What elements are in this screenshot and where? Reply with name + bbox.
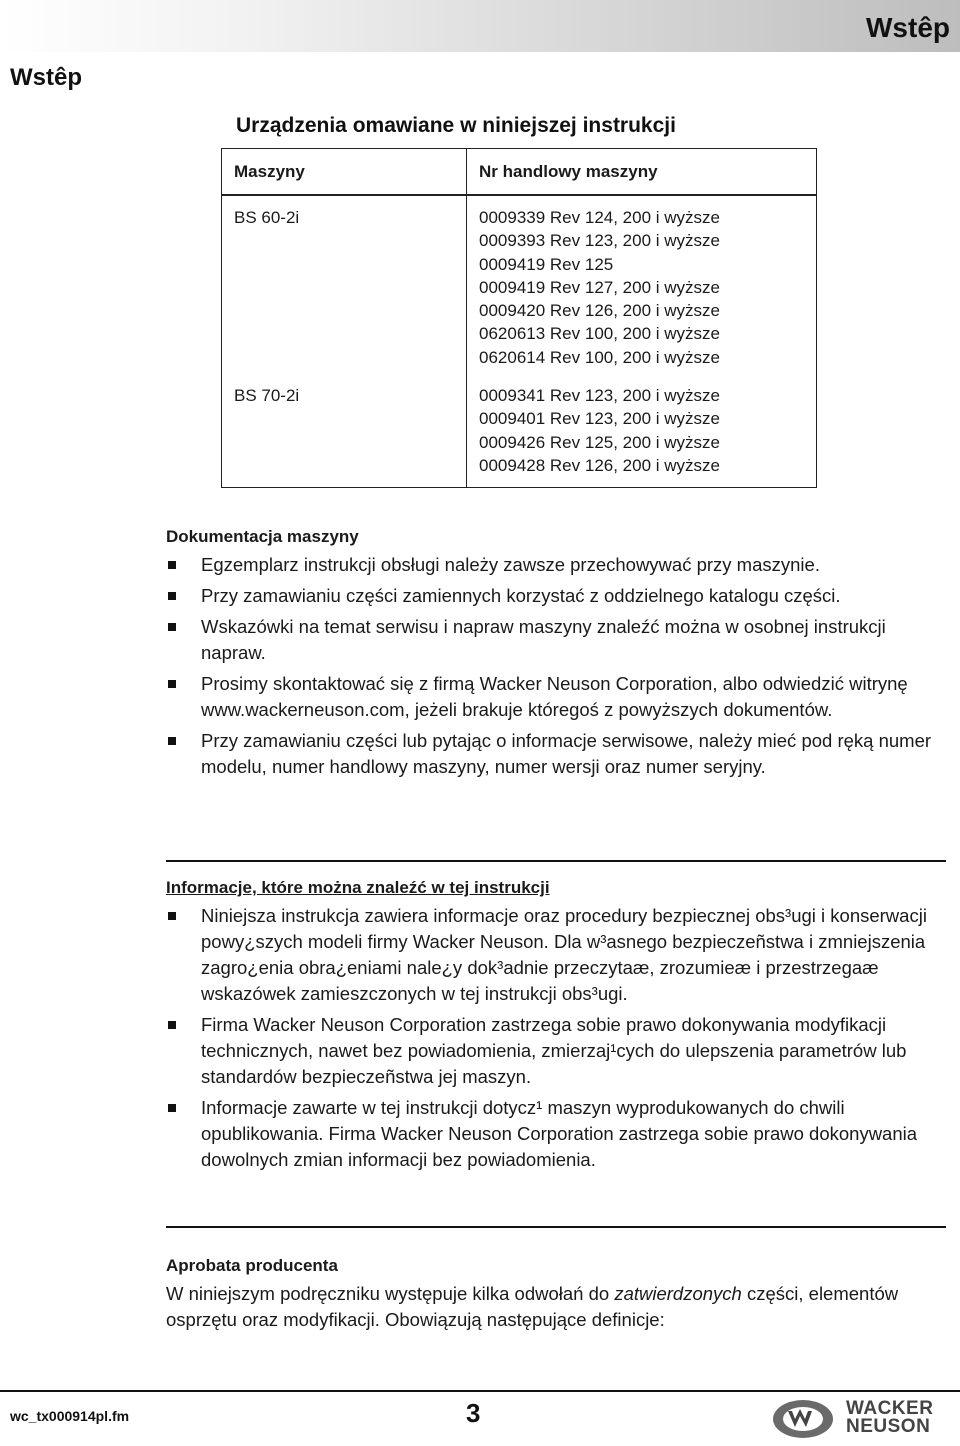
list-item [166, 671, 946, 723]
list-item [166, 583, 946, 609]
list-item [166, 552, 946, 578]
bullet-square-icon [168, 561, 176, 569]
list-item [166, 903, 946, 1007]
info-list [166, 903, 946, 1173]
list-item-text: Wskazówki na temat serwisu i napraw maszyny znaleźć można w osobnej instrukcji napraw. [201, 616, 886, 663]
list-item-text: Egzemplarz instrukcji obsługi należy zawsze przechowywać przy maszynie. [201, 554, 820, 575]
approval-heading: Aprobata producenta [166, 1256, 338, 1275]
list-item-text: Niniejsza instrukcja zawiera informacje oraz procedury bezpiecznej obs³ugi i konserwacji powy¿szych modeli firmy Wacker Neuson. Dla w³asnego bezpieczeñstwa i zmniejszenia zagro¿enia obra¿eniami nale¿y dok³adnie przeczytaæ, zrozumieæ i przestrzegaæ wskazówek zamieszczonych w tej instrukcji obs³ugi. [201, 905, 927, 1004]
section-divider [166, 1226, 946, 1228]
wacker-neuson-logo [770, 1396, 950, 1440]
bullet-square-icon [168, 623, 176, 631]
revision-line: 0009428 Rev 126, 200 i wyższe [479, 455, 720, 475]
logo-word-neuson: NEUSON [846, 1416, 931, 1437]
page-subtitle: Urządzenia omawiane w niniejszej instrukcji [236, 114, 676, 137]
revision-list [467, 195, 817, 371]
table-row [222, 371, 817, 488]
machine-name: BS 70-2i [222, 371, 467, 488]
header-band [0, 0, 960, 52]
approval-text-start: W niniejszym podręczniku występuje kilka odwołań do [166, 1283, 615, 1304]
list-item [166, 728, 946, 780]
bullet-square-icon [168, 1021, 176, 1029]
machines-table [221, 148, 817, 488]
approval-section [166, 1255, 946, 1333]
revision-line: 0620613 Rev 100, 200 i wyższe [479, 324, 720, 344]
table-header-row [222, 149, 817, 196]
revision-list [467, 371, 817, 488]
approval-paragraph [166, 1281, 946, 1333]
column-header-machines: Maszyny [222, 149, 467, 196]
section-title: Wstêp [10, 64, 82, 91]
bullet-square-icon [168, 912, 176, 920]
approval-text-end: części, elementów osprzętu oraz modyfikacji. Obowiązują następujące definicje: [166, 1283, 899, 1330]
documentation-list [166, 552, 946, 780]
revision-line: 0009426 Rev 125, 200 i wyższe [479, 432, 720, 452]
info-heading: Informacje, które można znaleźć w tej instrukcji [166, 878, 550, 897]
revision-line: 0009420 Rev 126, 200 i wyższe [479, 301, 720, 321]
column-header-item-number: Nr handlowy maszyny [467, 149, 817, 196]
revision-line: 0009339 Rev 124, 200 i wyższe [479, 208, 720, 227]
list-item-text: Przy zamawianiu części zamiennych korzystać z oddzielnego katalogu części. [201, 585, 841, 606]
footer-filename: wc_tx000914pl.fm [10, 1408, 130, 1424]
list-item-text: Przy zamawianiu części lub pytając o informacje serwisowe, należy mieć pod ręką numer modelu, numer handlowy maszyny, numer wersji oraz numer seryjny. [201, 730, 932, 777]
bullet-square-icon [168, 592, 176, 600]
footer-divider [0, 1390, 960, 1392]
page-number: 3 [466, 1398, 481, 1428]
documentation-heading: Dokumentacja maszyny [166, 527, 359, 546]
info-section [166, 877, 946, 1178]
revision-line: 0009341 Rev 123, 200 i wyższe [479, 386, 720, 406]
revision-line: 0009393 Rev 123, 200 i wyższe [479, 231, 720, 251]
machine-name: BS 60-2i [222, 195, 467, 371]
logo-word-wacker: WACKER [846, 1398, 934, 1419]
revision-line: 0620614 Rev 100, 200 i wyższe [479, 347, 720, 367]
bullet-square-icon [168, 1104, 176, 1112]
list-item-text: Prosimy skontaktować się z firmą Wacker Neuson Corporation, albo odwiedzić witrynę www.wackerneuson.com, jeżeli brakuje któregoś z powyższych dokumentów. [201, 673, 908, 720]
list-item-text: Informacje zawarte w tej instrukcji dotycz¹ maszyn wyprodukowanych do chwili opublikowania. Firma Wacker Neuson Corporation zastrzega sobie prawo dokonywania dowolnych zmian informacji bez powiadomienia. [201, 1097, 918, 1170]
bullet-square-icon [168, 680, 176, 688]
revision-line: 0009401 Rev 123, 200 i wyższe [479, 409, 720, 429]
section-divider [166, 860, 946, 862]
table-row [222, 195, 817, 371]
list-item [166, 614, 946, 666]
list-item-text: Firma Wacker Neuson Corporation zastrzega sobie prawo dokonywania modyfikacji technicznych, nawet bez powiadomienia, zmierzaj¹cych do ulepszenia parametrów lub standardów bezpieczeñstwa jej maszyn. [201, 1014, 907, 1087]
bullet-square-icon [168, 737, 176, 745]
header-title: Wstêp [866, 12, 950, 43]
revision-line: 0009419 Rev 127, 200 i wyższe [479, 277, 720, 297]
list-item [166, 1095, 946, 1173]
wacker-neuson-w-icon [770, 1396, 840, 1440]
logo-wordmark [846, 1400, 933, 1436]
list-item [166, 1012, 946, 1090]
documentation-section [166, 526, 946, 785]
revision-line: 0009419 Rev 125 [479, 254, 614, 274]
approval-text-emphasis: zatwierdzonych [614, 1283, 742, 1304]
